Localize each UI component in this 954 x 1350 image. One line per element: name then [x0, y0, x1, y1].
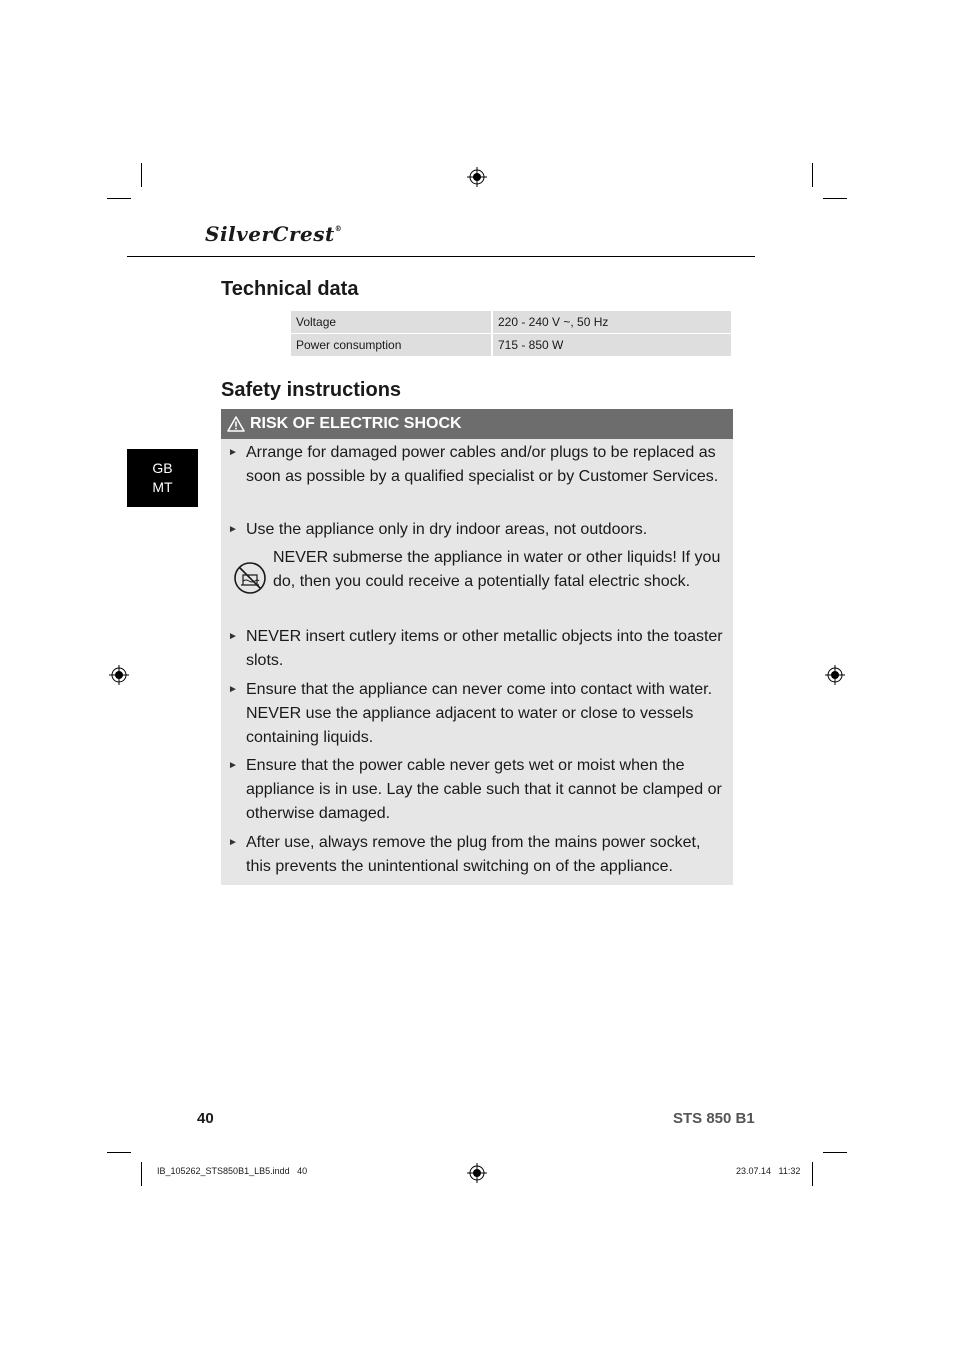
registration-mark-icon: [109, 665, 129, 685]
list-item-text: After use, always remove the plug from the mains power socket, this prevents the unintentional switching on of the appliance.: [246, 834, 701, 875]
slug-date: 23.07.14 11:32: [736, 1166, 801, 1176]
slug-file: IB_105262_STS850B1_LB5.indd 40: [157, 1166, 308, 1176]
crop-mark: [812, 1162, 813, 1186]
safety-heading: Safety instructions: [221, 379, 402, 401]
list-item-text: Ensure that the power cable never gets wet or moist when the appliance is in use. Lay the cable such that it cannot be clamped or otherwise damaged.: [246, 757, 722, 822]
list-item: [228, 518, 728, 542]
model-number: STS 850 B1: [673, 1110, 755, 1127]
list-item-text: NEVER insert cutlery items or other metallic objects into the toaster slots.: [246, 628, 723, 669]
crop-mark: [812, 163, 813, 187]
spec-value: 220 - 240 V ~, 50 Hz: [493, 311, 731, 333]
spec-label: Voltage: [291, 311, 493, 333]
bullet-arrow-icon: ►: [228, 760, 238, 771]
crop-mark: [823, 198, 847, 199]
warning-label: RISK OF ELECTRIC SHOCK: [250, 415, 462, 432]
language-code: GB: [152, 460, 173, 476]
bullet-arrow-icon: ►: [228, 631, 238, 642]
registration-mark-icon: [467, 167, 487, 187]
spec-table: [291, 310, 731, 357]
crop-mark: [141, 163, 142, 187]
bullet-arrow-icon: ►: [228, 524, 238, 535]
bullet-arrow-icon: ►: [228, 684, 238, 695]
technical-data-heading: Technical data: [221, 278, 359, 300]
warning-box: [221, 409, 733, 885]
warning-header: [221, 409, 733, 439]
bullet-arrow-icon: ►: [228, 837, 238, 848]
spec-label: Power consumption: [291, 334, 493, 356]
crop-mark: [107, 1152, 131, 1153]
registration-mark-icon: [825, 665, 845, 685]
bullet-arrow-icon: ►: [228, 447, 238, 458]
page-number: 40: [197, 1110, 214, 1127]
table-row: [291, 311, 731, 333]
registration-mark-icon: [467, 1163, 487, 1183]
crop-mark: [107, 198, 131, 199]
language-code: MT: [152, 479, 173, 495]
list-item-text: Arrange for damaged power cables and/or plugs to be replaced as soon as possible by a qualified specialist or by Customer Services.: [246, 444, 719, 485]
list-item: [228, 678, 728, 750]
spec-value: 715 - 850 W: [493, 334, 731, 356]
crop-mark: [823, 1152, 847, 1153]
language-tab: [127, 449, 198, 507]
header-rule: [127, 256, 755, 257]
list-item-text: Ensure that the appliance can never come into contact with water. NEVER use the appliance adjacent to water or close to vessels containing liquids.: [246, 681, 713, 746]
list-item: [228, 625, 728, 673]
list-item: [228, 441, 728, 489]
list-item: [228, 831, 728, 879]
list-item-text: Use the appliance only in dry indoor areas, not outdoors.: [246, 521, 648, 538]
brand-logo: SilverCrest®: [205, 222, 343, 246]
no-submerse-icon: [233, 561, 267, 595]
crop-mark: [141, 1162, 142, 1186]
note-text: NEVER submerse the appliance in water or other liquids! If you do, then you could receive a potentially fatal electric shock.: [273, 549, 721, 590]
warning-triangle-icon: [227, 416, 245, 432]
table-row: [291, 334, 731, 356]
list-item: [228, 754, 728, 826]
